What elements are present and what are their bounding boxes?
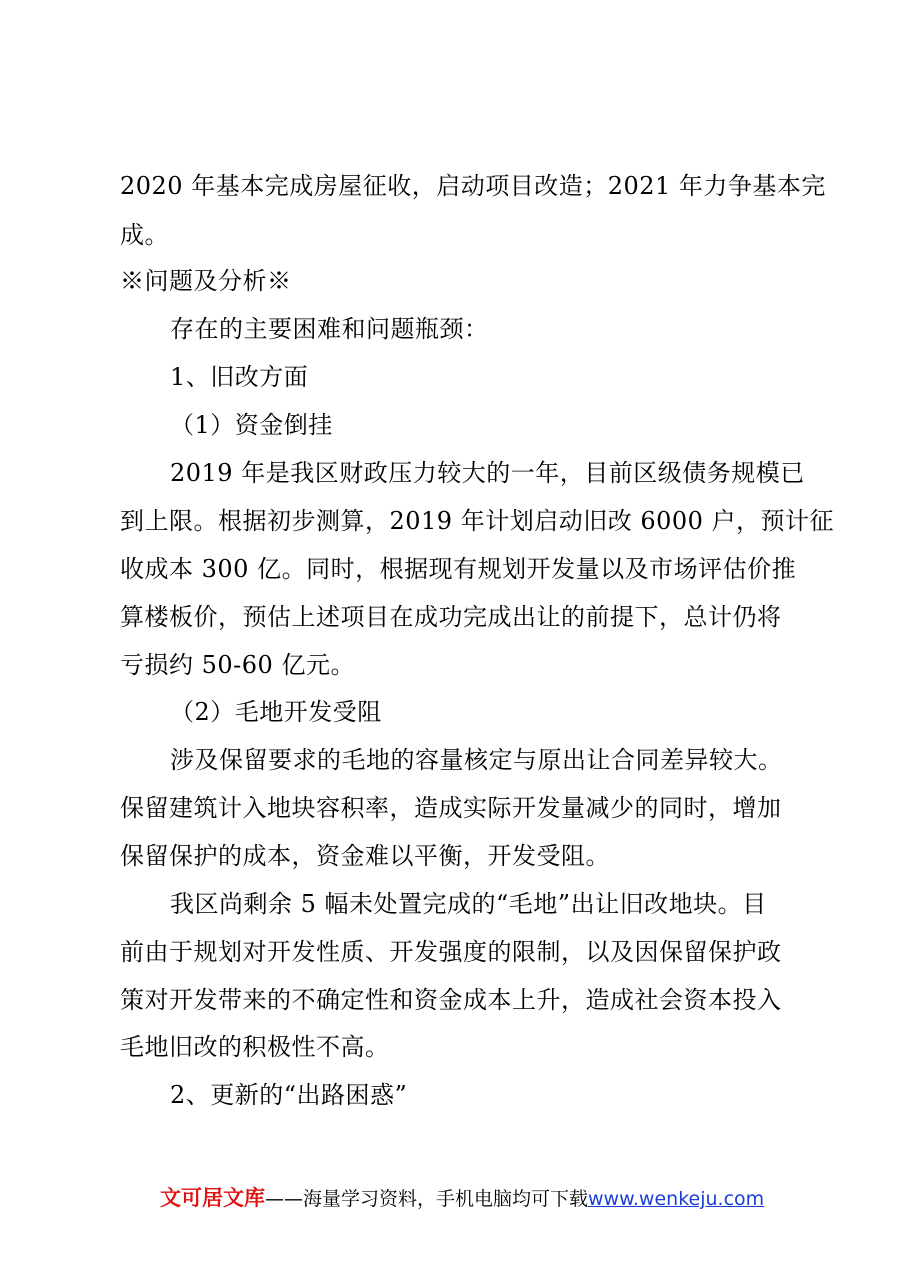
paragraph-line: 涉及保留要求的毛地的容量核定与原出让合同差异较大。 [170,746,783,774]
footer-brand: 文可居文库 [160,1186,265,1210]
section-heading: ※问题及分析※ [120,267,292,295]
paragraph-line: 2020 年基本完成房屋征收，启动项目改造；2021 年力争基本完 [120,172,826,200]
paragraph-line: 收成本 300 亿。同时，根据现有规划开发量以及市场评估价推 [120,555,797,583]
subheading: 2、更新的“出路困惑” [170,1081,408,1109]
paragraph-line: 2019 年是我区财政压力较大的一年，目前区级债务规模已 [170,459,805,487]
subheading: 1、旧改方面 [170,363,309,391]
paragraph-line: 存在的主要困难和问题瓶颈： [170,315,489,343]
footer-banner [160,1182,764,1212]
subheading: （2）毛地开发受阻 [170,698,382,726]
paragraph-line: 保留保护的成本，资金难以平衡，开发受阻。 [120,842,610,870]
paragraph-line: 亏损约 50-60 亿元。 [120,651,355,679]
paragraph-line: 前由于规划对开发性质、开发强度的限制，以及因保留保护政 [120,938,782,966]
paragraph-line: 毛地旧改的积极性不高。 [120,1033,390,1061]
footer-link[interactable]: www.wenkeju.com [588,1188,765,1210]
paragraph-line: 我区尚剩余 5 幅未处置完成的“毛地”出让旧改地块。目 [170,890,767,918]
paragraph-line: 到上限。根据初步测算，2019 年计划启动旧改 6000 户，预计征 [120,507,835,535]
paragraph-line: 策对开发带来的不确定性和资金成本上升，造成社会资本投入 [120,986,782,1014]
footer-tagline: ——海量学习资料，手机电脑均可下载 [265,1188,589,1210]
paragraph-line: 成。 [120,221,169,249]
paragraph-line: 保留建筑计入地块容积率，造成实际开发量减少的同时，增加 [120,794,782,822]
subheading: （1）资金倒挂 [170,411,333,439]
paragraph-line: 算楼板价，预估上述项目在成功完成出让的前提下，总计仍将 [120,603,782,631]
